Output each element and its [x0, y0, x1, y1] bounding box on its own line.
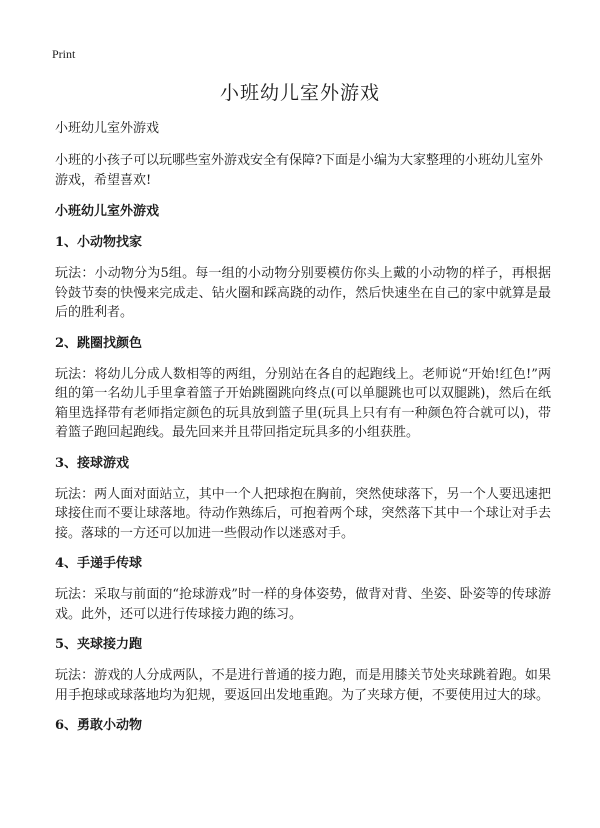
game-heading: 4、手递手传球 [55, 556, 143, 571]
game-heading: 5、夹球接力跑 [55, 637, 143, 652]
game-heading: 1、小动物找家 [55, 235, 143, 250]
game-heading: 6、勇敢小动物 [55, 718, 143, 733]
game-description: 玩法：游戏的人分成两队，不是进行普通的接力跑，而是用膝关节处夹球跳着跑。如果用手抱球或球落地均为犯规，要返回出发地重跑。为了夹球方便，不要使用过大的球。 [55, 668, 551, 703]
article-subtitle: 小班幼儿室外游戏 [55, 121, 160, 136]
intro-paragraph: 小班的小孩子可以玩哪些室外游戏安全有保障?下面是小编为大家整理的小班幼儿室外游戏，希望喜欢! [55, 153, 543, 188]
page-title: 小班幼儿室外游戏 [219, 82, 380, 104]
article-body [55, 119, 551, 747]
game-description: 玩法：两人面对面站立，其中一个人把球抱在胸前，突然使球落下，另一个人要迅速把球接住而不要让球落地。待动作熟练后，可抱着两个球，突然落下其中一个球让对手去接。落球的一方还可以加进一些假动作以迷惑对手。 [55, 486, 551, 541]
game-description: 玩法：小动物分为5组。每一组的小动物分别要模仿你头上戴的小动物的样子，再根据铃鼓节奏的快慢来完成走、钻火圈和踩高跷的动作，然后快速坐在自己的家中就算是最后的胜利者。 [55, 266, 551, 320]
game-heading: 2、跳圈找颜色 [55, 335, 143, 351]
section-heading: 小班幼儿室外游戏 [55, 204, 160, 219]
game-description: 玩法：采取与前面的“抢球游戏”时一样的身体姿势，做背对背、坐姿、卧姿等的传球游戏。此外，还可以进行传球接力跑的练习。 [55, 587, 551, 622]
game-description: 玩法：将幼儿分成人数相等的两组，分别站在各自的起跑线上。老师说“开始!红色!”两组的第一名幼儿手里拿着篮子开始跳圈跳向终点(可以单腿跳也可以双腿跳)，然后在纸箱里选择带有老师指定颜色的玩具放到篮子里(玩具上只有有一种颜色符合就可以)，带着篮子跑回起跑线。最先回来并且带回指定玩具多的小组获胜。 [55, 366, 551, 440]
game-heading: 3、接球游戏 [55, 455, 130, 471]
print-link[interactable]: Print [52, 47, 76, 61]
